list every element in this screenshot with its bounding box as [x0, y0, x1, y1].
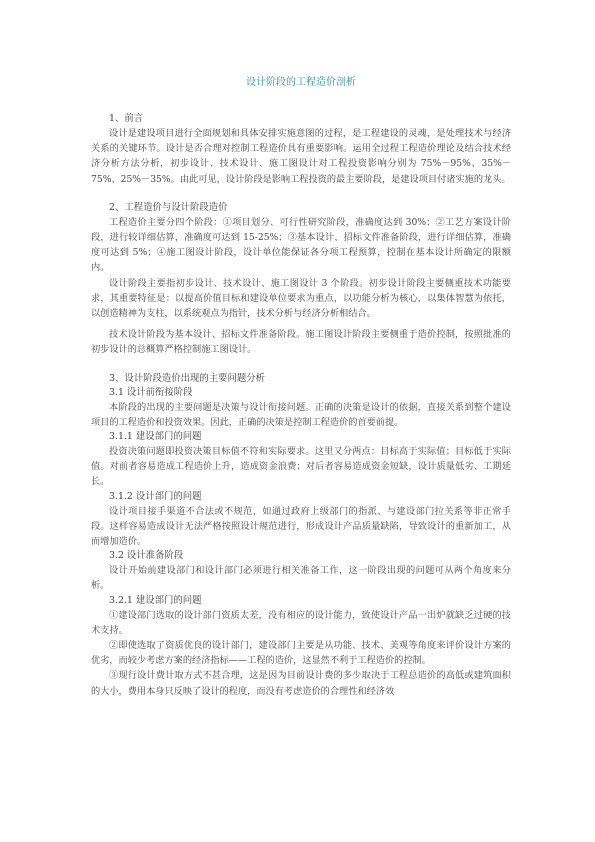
section-heading-intro: 1、前言 [109, 113, 144, 124]
paragraph: ②即使选取了资质优良的设计部门，建设部门主要是从功能、技术、美观等角度来评价设计方案的优劣，而较少考虑方案的经济指标——工程的造价，这显然不利于工程造价的控制。 [91, 640, 511, 667]
subsection-heading: 3.2.1 建设部门的问题 [109, 594, 202, 606]
paragraph: 本阶段的出现的主要问题是决策与设计衔接问题。正确的决策是设计的依据，直接关系到整个建设项目的工程造价和投资效果。因此，正确的决策是控制工程造价的首要前提。 [91, 401, 511, 428]
paragraph: 设计开始前建设部门和设计部门必须进行相关准备工作，这一阶段出现的问题可从两个角度来分析。 [91, 565, 511, 592]
paragraph: 技术设计阶段为基本设计、招标文件准备阶段。施工图设计阶段主要侧重于造价控制，按照批准的初步设计的总概算严格控制施工图设计。 [91, 329, 511, 356]
paragraph: 设计是建设项目进行全面规划和具体安排实施意图的过程，是工程建设的灵魂，是处理技术与经济关系的关键环节。设计是否合理对控制工程造价具有重要影响。运用全过程工程造价理论及结合技术经济分析方法分析，初步设计、技术设计、施工图设计对工程投资影响分别为 75%－95%、35%－75%、25%－35%。由此可见，设计阶段是影响工程投资的最主要阶段，是建设项目付诸实施的龙头。 [91, 128, 511, 185]
subsection-heading: 3.1.2 设计部门的问题 [109, 490, 202, 502]
paragraph: 投资决策问题即投资决策目标值不符和实际要求。这里又分两点：目标高于实际值；目标低于实际值。对前者容易造成工程造价上升，造成资金浪费；对后者容易造成资金短缺，设计质量低劣、工期延长。 [91, 446, 511, 488]
subsection-heading: 3.1.1 建设部门的问题 [109, 431, 202, 443]
paragraph: ③现行设计费计取方式不甚合理，这是因为目前设计费的多少取决于工程总造价的高低或建筑面积的大小，费用本身只反映了设计的程度，而没有考虑造价的合理性和经济效 [91, 670, 511, 697]
section-heading-problems: 3、设计阶段造价出现的主要问题分析 [109, 372, 265, 384]
subsection-heading: 3.1 设计前衔接阶段 [109, 386, 193, 398]
document-body [91, 76, 511, 699]
paragraph: 设计阶段主要指初步设计、技术设计、施工图设计 3 个阶段。初步设计阶段主要侧重技术功能要求，其重要特征是：以提高价值目标和建设单位要求为重点，以功能分析为核心，以集体智慧为依托，以创造精神为支柱，以系统观点为指针，技术分析与经济分析相结合。 [91, 277, 511, 320]
subsection-heading: 3.2 设计准备阶段 [109, 550, 184, 562]
paragraph: 设计项目接手渠道不合法或不规范，如通过政府上级部门的指派、与建设部门拉关系等非正常手段。这样容易造成设计无法严格按照设计规范进行，形成设计产品质量缺陷，导致设计的重新加工，从而增加造价。 [91, 505, 511, 548]
paragraph: ①建设部门选取的设计部门资质太差，没有相应的设计能力，致使设计产品一出炉就缺乏过硬的技术支持。 [91, 609, 511, 636]
section-heading-cost: 2、工程造价与设计阶段造价 [109, 201, 228, 213]
document-title: 设计阶段的工程造价剖析 [246, 77, 356, 88]
paragraph: 工程造价主要分四个阶段：①项目划分、可行性研究阶段，准确度达到 30%；②工艺方案设计阶段，进行较详细估算，准确度可达到 15-25%；③基本设计、招标文件准备阶段，进行详细估算，准确度可达到 5%；④施工图设计阶段，设计单位能保证各分项工程预算，控制在基本设计所确定的限额内。 [91, 216, 511, 274]
